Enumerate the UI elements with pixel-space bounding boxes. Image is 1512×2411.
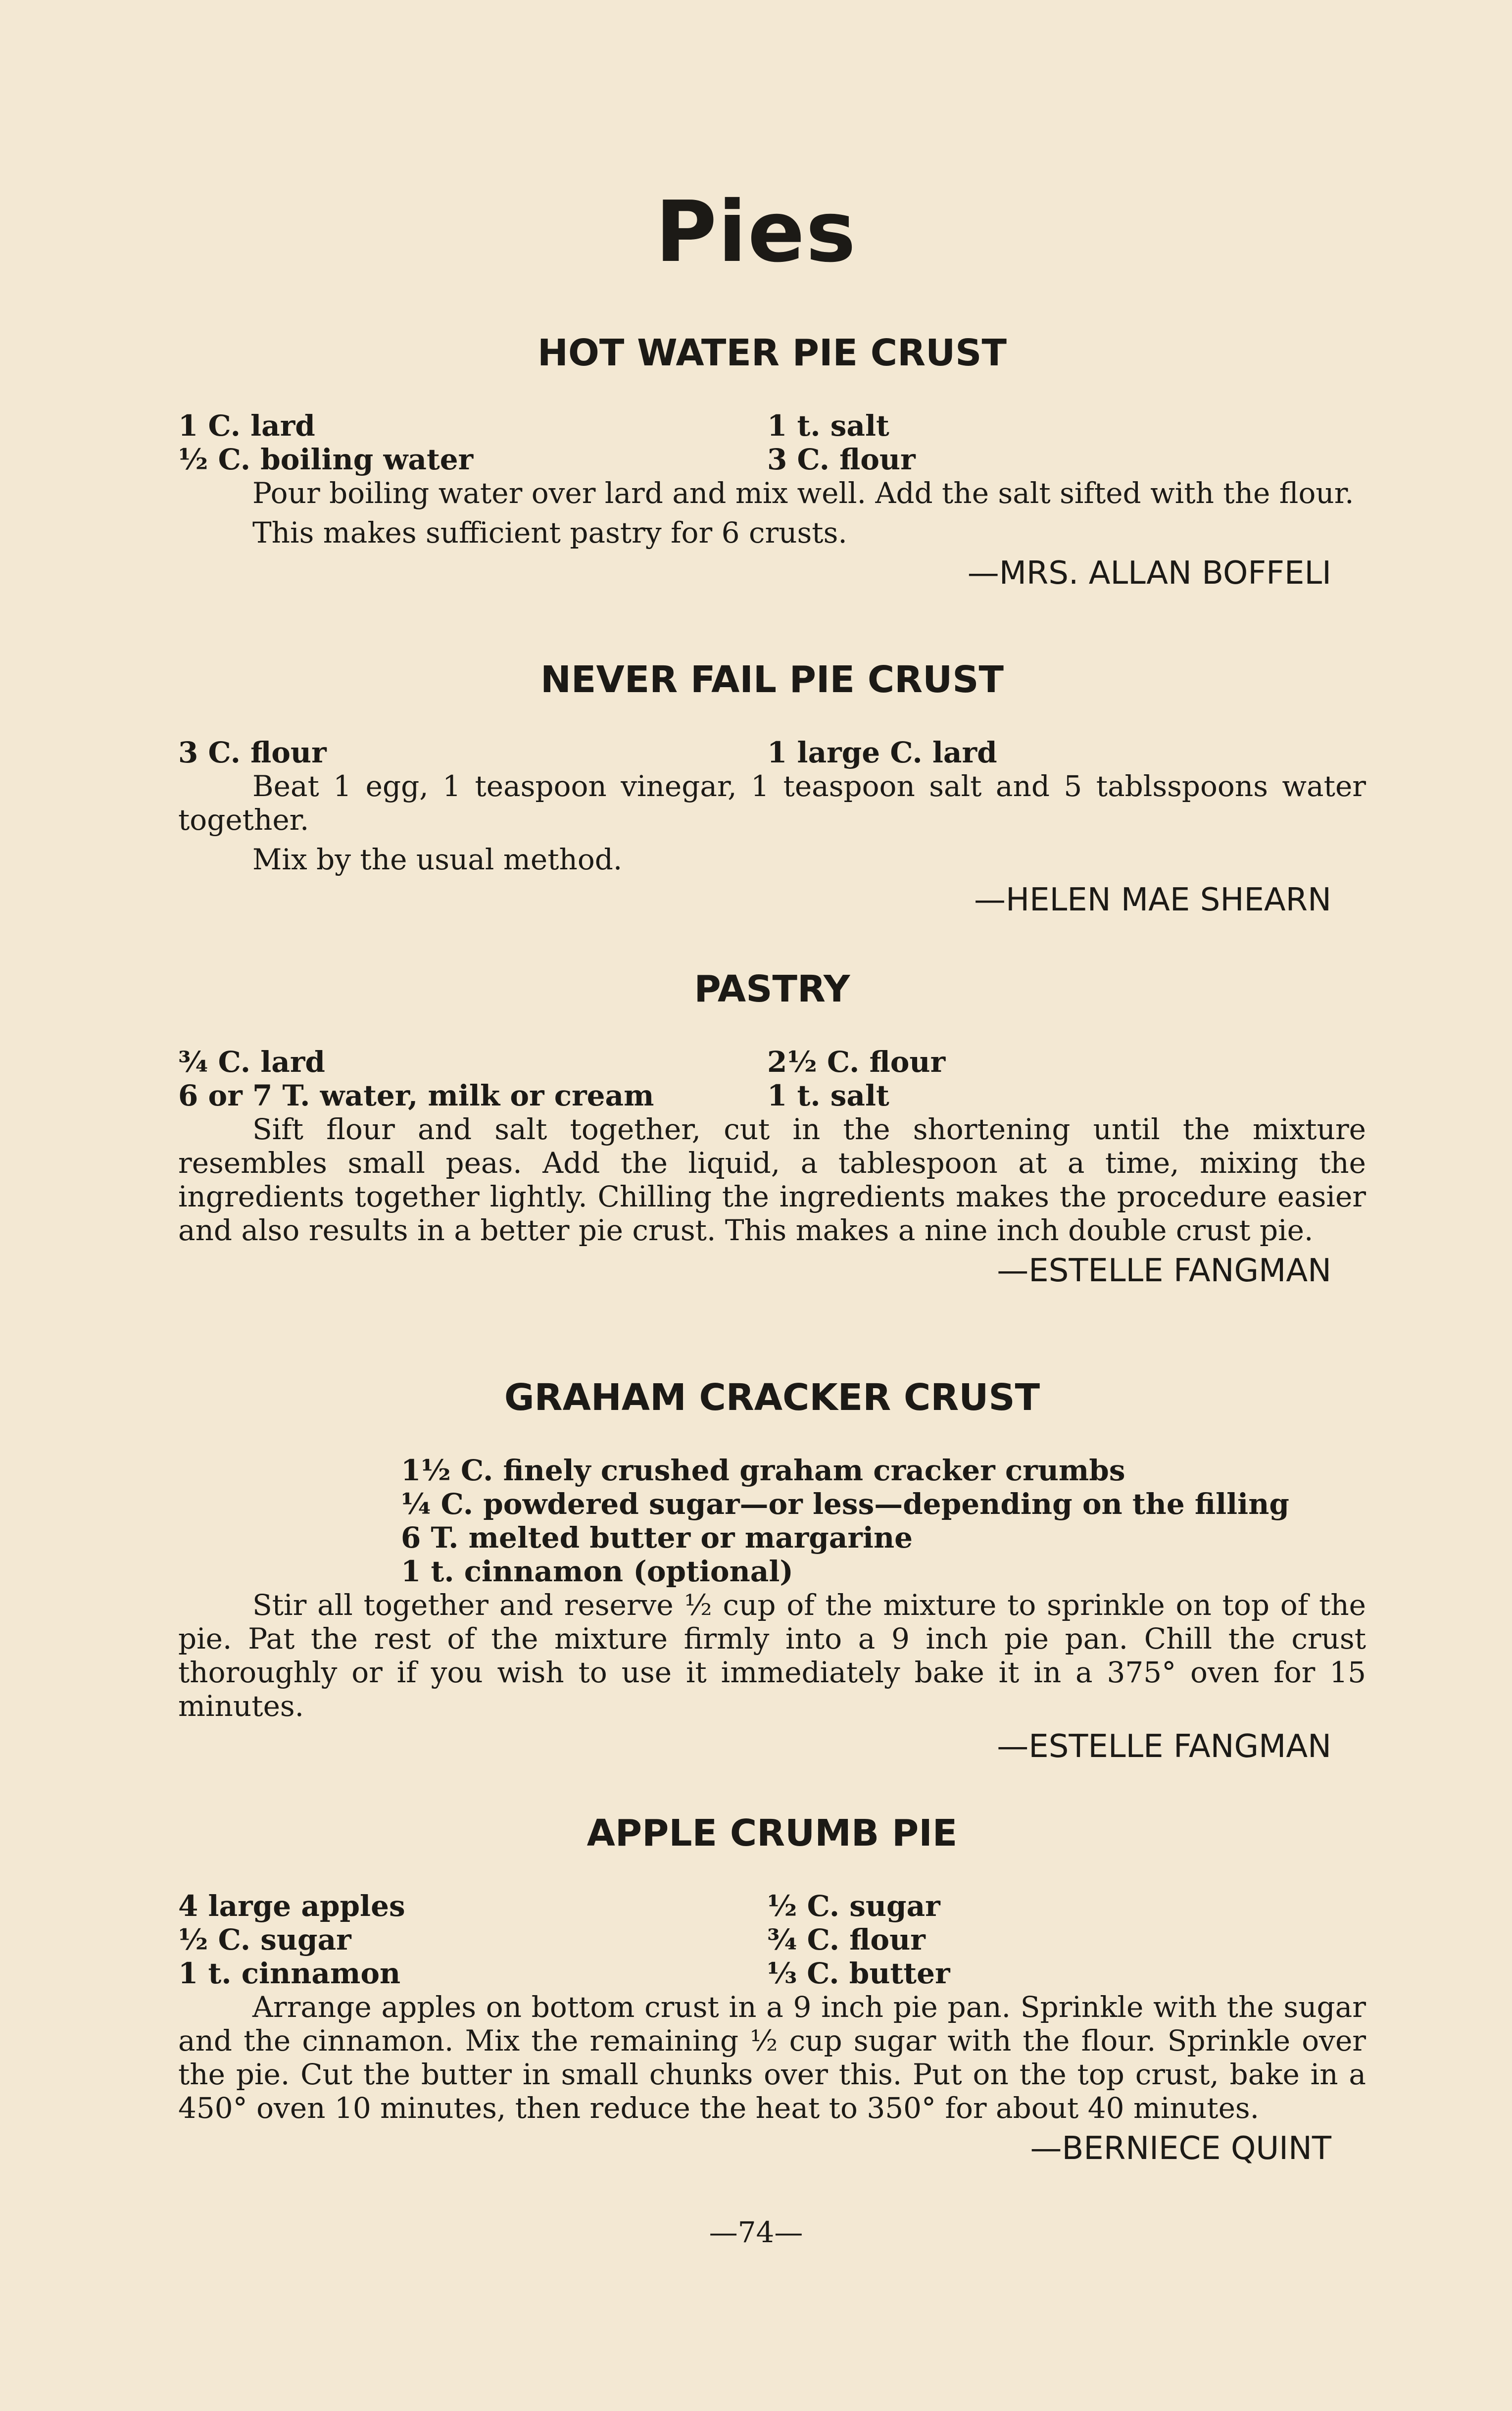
recipe-author: —ESTELLE FANGMAN: [997, 1728, 1331, 1765]
instructions: Pour boiling water over lard and mix well. Add the salt sifted with the flour.: [252, 476, 1354, 510]
recipe-pastry: [178, 968, 1366, 1291]
recipe-title: NEVER FAIL PIE CRUST: [540, 658, 1004, 701]
ingredient-list: [178, 1454, 1366, 1588]
ingredient: ¾ C. flour: [767, 1923, 926, 1957]
ingredient: 1 t. salt: [767, 1079, 889, 1112]
page-title: Pies: [655, 183, 857, 281]
recipe-hot-water-pie-crust: [178, 332, 1366, 593]
page-number: —74—: [709, 2215, 803, 2249]
recipe-graham-cracker-crust: [178, 1376, 1366, 1766]
recipe-author: —MRS. ALLAN BOFFELI: [967, 555, 1331, 592]
recipe-never-fail-pie-crust: [178, 658, 1366, 920]
instructions: Arrange apples on bottom crust in a 9 inch pie pan. Sprinkle with the sugar and the cinnamon. Mix the remaining ½ cup sugar with the flour. Sprinkle over the pie. Cut the butter in small chunks over this. Put on the top crust, bake in a 450° oven 10 minutes, then reduce the heat to 350° for about 40 minutes.: [178, 1990, 1366, 2125]
ingredient: 3 C. flour: [767, 443, 916, 476]
recipe-apple-crumb-pie: [178, 1812, 1366, 2168]
instructions: This makes sufficient pastry for 6 crusts.: [252, 516, 847, 550]
recipe-title: PASTRY: [694, 968, 850, 1010]
ingredient: ½ C. sugar: [178, 1923, 351, 1957]
ingredient: 1 large C. lard: [767, 736, 997, 769]
ingredient: 1½ C. finely crushed graham cracker crumbs: [401, 1454, 1125, 1487]
ingredient: 1 t. cinnamon: [178, 1957, 401, 1990]
ingredient-list: [178, 736, 1366, 769]
ingredient: 1 t. salt: [767, 409, 889, 443]
ingredient: 1 t. cinnamon (optional): [401, 1555, 793, 1588]
recipe-title: HOT WATER PIE CRUST: [537, 332, 1007, 374]
instructions: Sift flour and salt together, cut in the shortening until the mixture resembles small peas. Add the liquid, a tablespoon at a time, mixing the ingredients together lightly. Chilling the ingredients makes the procedure easier and also results in a better pie crust. This makes a nine inch double crust pie.: [178, 1112, 1366, 1247]
ingredient: ⅓ C. butter: [767, 1957, 950, 1990]
ingredient: ¼ C. powdered sugar—or less—depending on the filling: [401, 1487, 1289, 1521]
ingredient: ½ C. sugar: [767, 1889, 940, 1923]
recipe-title: GRAHAM CRACKER CRUST: [504, 1376, 1040, 1419]
ingredient: 3 C. flour: [178, 736, 327, 769]
ingredient: 6 or 7 T. water, milk or cream: [178, 1079, 654, 1112]
recipe-author: —HELEN MAE SHEARN: [974, 882, 1331, 918]
ingredient: 2½ C. flour: [767, 1045, 946, 1079]
instructions: Mix by the usual method.: [252, 843, 623, 876]
instructions: Beat 1 egg, 1 teaspoon vinegar, 1 teaspoon salt and 5 tablsspoons water together.: [178, 769, 1366, 837]
ingredient-list: [178, 1045, 1366, 1112]
ingredient: ½ C. boiling water: [178, 443, 474, 476]
instructions: Stir all together and reserve ½ cup of the mixture to sprinkle on top of the pie. Pat the rest of the mixture firmly into a 9 inch pie pan. Chill the crust thoroughly or if you wish to use it immediately bake it in a 375° oven for 15 minutes.: [178, 1588, 1366, 1723]
ingredient-list: [178, 409, 1366, 476]
ingredient: 1 C. lard: [178, 409, 315, 443]
recipe-title: APPLE CRUMB PIE: [586, 1812, 958, 1855]
ingredient: 4 large apples: [178, 1889, 405, 1923]
ingredient-list: [178, 1889, 1366, 1990]
ingredient: 6 T. melted butter or margarine: [401, 1521, 913, 1555]
recipe-author: —BERNIECE QUINT: [1030, 2130, 1331, 2167]
ingredient: ¾ C. lard: [178, 1045, 325, 1079]
recipe-author: —ESTELLE FANGMAN: [997, 1253, 1331, 1289]
